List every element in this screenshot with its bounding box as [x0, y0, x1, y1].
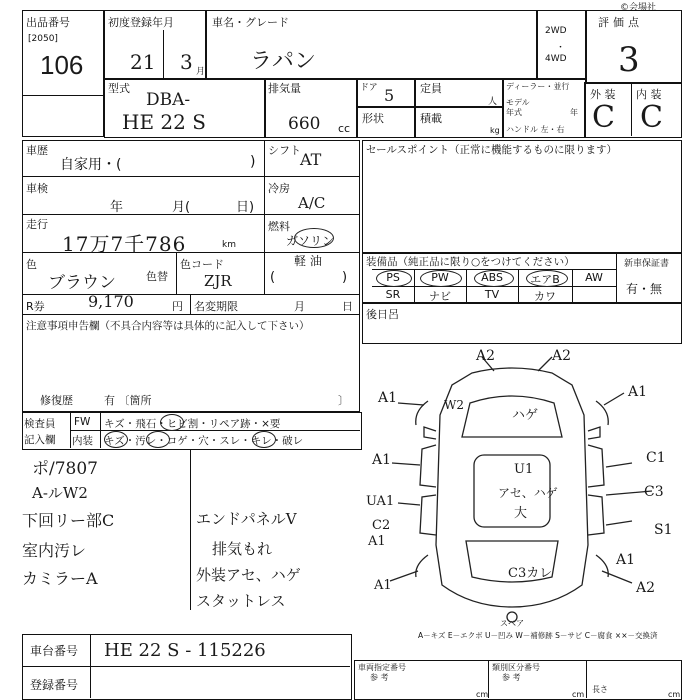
name-change-divider [190, 294, 191, 314]
dmg-c3-kare: A1 [374, 578, 392, 593]
mid-divider [264, 140, 265, 294]
class-label: 類別区分番号 [492, 663, 540, 672]
note-right-3: 外装アセ、ハゲ [196, 566, 301, 584]
fuel-label: 燃料 [268, 220, 290, 233]
cm-2: cm [572, 690, 585, 699]
stone-circle [160, 414, 184, 431]
capacity-label: 定員 [420, 82, 442, 95]
ref-label-2: 参 考 [502, 673, 521, 682]
dmg-a1-right-fender: A1 [628, 384, 648, 400]
scratch-circle [104, 431, 128, 448]
repair-label: 修復歴 [40, 394, 73, 407]
inspector-interior: 内装 [72, 435, 93, 447]
lot-number: 106 [40, 50, 84, 80]
mileage-unit: km [222, 240, 236, 250]
mileage-value: 17万7千786 [62, 232, 187, 256]
sales-point-label: セールスポイント（正常に機能するものに限ります） [366, 144, 618, 156]
equip-tv: TV [484, 288, 500, 301]
inspector-row-2: キズ・汚レ・コゲ・穴・スレ・キレ・破レ [104, 435, 304, 447]
name-change-label: 名変期限 [194, 300, 238, 313]
warranty-divider [616, 252, 617, 302]
reg-label: 登録番号 [30, 678, 79, 692]
cm-3: cm [668, 690, 681, 699]
dmg-c3-right: C3 [644, 484, 664, 500]
lot-extra-box [22, 94, 104, 137]
equip-abs: ABS [481, 271, 503, 284]
repair-close: 〕 [338, 394, 349, 407]
dmg-a1-trunk: C3カレ [508, 566, 553, 581]
fuel-gas: ガソリン [286, 234, 335, 248]
equip-leather: カワ [534, 290, 556, 303]
note-right-4: スタットレス [196, 592, 286, 610]
model-value-2: HE 22 S [122, 110, 206, 134]
dmg-a2-front-right: A2 [552, 348, 572, 364]
ref-dims-label: 車両指定番号 [358, 663, 406, 672]
rub-circle [252, 431, 276, 448]
shape-label: 形状 [362, 112, 384, 125]
load-unit: kg [490, 126, 500, 135]
month-unit: 月 [196, 67, 206, 77]
inspector-fw: FW [74, 416, 91, 428]
equipment-label: 装備品（純正品に限り○をつけてください） [366, 256, 575, 268]
first-reg-month: 3 [180, 50, 193, 74]
usage-value: 自家用・( [60, 157, 122, 173]
note-left-5: カミラーA [22, 569, 98, 588]
int-label: 内 装 [636, 88, 662, 101]
model-value-1: DBA- [146, 90, 191, 110]
inspection-label: 車検 [26, 182, 48, 195]
fuel-paren-open: ( [270, 270, 276, 285]
lot-sub: [2050] [28, 34, 58, 44]
chassis-label: 車台番号 [30, 644, 79, 658]
dmg-s1: S1 [654, 522, 673, 538]
nc-day: 日 [342, 300, 353, 313]
warranty-label: 新車保証書 [624, 259, 670, 269]
dmg-a1-left-door: A1 [372, 452, 392, 468]
model-year-label-1: モデル [506, 98, 530, 107]
recycle-value: 9,170 [88, 292, 134, 311]
dmg-a2-rear: A2 [636, 580, 656, 596]
shift-label: シフト [268, 144, 301, 157]
insp-day: 日) [236, 200, 255, 215]
nc-month: 月 [294, 300, 305, 313]
length-label: 長さ [592, 685, 608, 694]
sales-frame [362, 140, 682, 254]
row-line-2 [22, 214, 360, 215]
recycle-label: R券 [26, 300, 45, 313]
pw-circle [420, 270, 462, 287]
mileage-label: 走行 [26, 218, 48, 231]
drive-2wd: 2WD [545, 26, 567, 36]
footer-row-line [22, 666, 350, 667]
ref-label: 参 考 [370, 673, 389, 682]
disp-label: 排気量 [268, 82, 301, 95]
inspector-subdivider [100, 412, 101, 448]
fuel-gas-circle [294, 228, 334, 248]
door-label: ドア [360, 83, 378, 93]
dmg-dai: 大 [514, 506, 528, 521]
notes-separator [190, 450, 191, 610]
dirt-circle [146, 431, 170, 448]
first-reg-label: 初度登録年月 [108, 16, 174, 29]
top-right-text: ©会場社 [620, 3, 657, 13]
color-code-label: 色コード [180, 258, 224, 271]
airbag-circle [526, 270, 568, 287]
dmg-c1: C1 [646, 450, 666, 466]
row-line-5 [22, 314, 360, 315]
equip-navi: ナビ [429, 290, 451, 303]
equip-aw: AW [585, 271, 603, 284]
dmg-w2: W2 [444, 398, 464, 412]
inspector-label-2: 記入欄 [24, 434, 56, 446]
dmg-a1-right-rear: A1 [616, 552, 636, 568]
usage-label: 車歴 [26, 144, 48, 157]
inspector-row-1: キズ・飛石・ヒビ割・リペア跡・×要 [104, 418, 281, 430]
note-right-1: エンドパネルV [196, 510, 297, 528]
dmg-u1: U1 [514, 462, 534, 477]
drive-4wd: 4WD [545, 54, 567, 64]
recycle-unit: 円 [172, 300, 183, 313]
damage-legend: A－キズ E－エクボ U－凹み W－補修跡 S－サビ C－腐食 ××－交換済 [418, 631, 658, 640]
insp-year: 年 [110, 200, 124, 215]
ac-value: A/C [298, 194, 326, 212]
dmg-a2-front-left: A2 [476, 348, 496, 364]
dealer-label: ディーラー・並行 [506, 82, 570, 91]
spare-label: スペア [500, 619, 524, 628]
model-year-label-2: 年式 [506, 108, 522, 117]
name-label: 車名・グレード [212, 16, 289, 29]
disp-value: 660 [288, 114, 321, 134]
usage-close: ) [250, 154, 256, 170]
color-code-value: ZJR [204, 272, 232, 290]
drive-sep: ・ [556, 43, 566, 53]
dmg-hage-hood: ハゲ [512, 408, 539, 423]
fuel-paren-close: ) [342, 270, 348, 285]
color-code-divider [176, 252, 177, 294]
note-left-1: ポ/7807 [32, 459, 98, 479]
color-label: 色 [26, 258, 37, 271]
dmg-c2: C2 [372, 518, 391, 533]
rear-frame [362, 302, 682, 344]
lot-label: 出品番号 [26, 16, 70, 29]
score-label: 評価点 [598, 16, 643, 29]
footer-divider [90, 634, 91, 698]
load-label: 積載 [420, 112, 442, 125]
equip-ps: PS [386, 271, 400, 284]
rear-label: 後日呂 [366, 308, 399, 321]
dmg-a1-left-rear: A1 [368, 534, 386, 549]
ext-label: 外 装 [590, 88, 616, 101]
equip-sr: SR [385, 288, 401, 301]
name-value: ラパン [250, 49, 317, 74]
door-value: 5 [384, 86, 395, 105]
abs-circle [474, 270, 514, 287]
ac-label: 冷房 [268, 182, 290, 195]
ref-divider-2 [586, 660, 587, 698]
row-line-1 [22, 176, 360, 177]
color-swap-label: 色替 [146, 270, 168, 283]
chassis-value: HE 22 S - 115226 [104, 640, 266, 661]
ext-grade: C [592, 100, 615, 135]
note-left-3: 下回リー部C [22, 511, 115, 530]
notice-label: 注意事項申告欄（不具合内容等は具体的に記入して下さい） [26, 320, 310, 332]
color-value: ブラウン [48, 273, 116, 293]
shift-value: AT [300, 150, 322, 169]
capacity-unit: 人 [488, 97, 498, 107]
note-left-2: A-ルW2 [32, 484, 88, 502]
model-label: 型式 [108, 82, 130, 95]
inspector-label-1: 検査員 [24, 418, 56, 430]
int-grade: C [640, 100, 663, 135]
dmg-a1-left-fender: A1 [378, 390, 398, 406]
insp-month: 月( [172, 200, 191, 215]
score-value: 3 [618, 40, 640, 80]
disp-unit: cc [338, 122, 351, 135]
dmg-ua1: UA1 [366, 494, 395, 509]
equip-airbag: エアB [530, 273, 560, 286]
handle-label: ハンドル 左・右 [506, 125, 565, 134]
cm-1: cm [476, 690, 489, 699]
repair-value: 有 〔箇所 [104, 394, 152, 407]
equip-pw: PW [431, 271, 449, 284]
first-reg-year: 21 [130, 50, 156, 74]
warranty-value: 有・無 [626, 282, 663, 296]
first-reg-divider [163, 30, 164, 78]
ext-int-divider [631, 82, 632, 136]
note-right-2: 排気もれ [212, 540, 273, 558]
ps-circle [376, 270, 412, 287]
row-line-4 [22, 294, 360, 295]
year-unit: 年 [570, 108, 578, 117]
fuel-diesel: 軽 油 [294, 254, 322, 268]
dmg-ase-hage-roof: アセ、ハゲ [498, 486, 558, 500]
note-left-4: 室内汚レ [22, 541, 87, 560]
